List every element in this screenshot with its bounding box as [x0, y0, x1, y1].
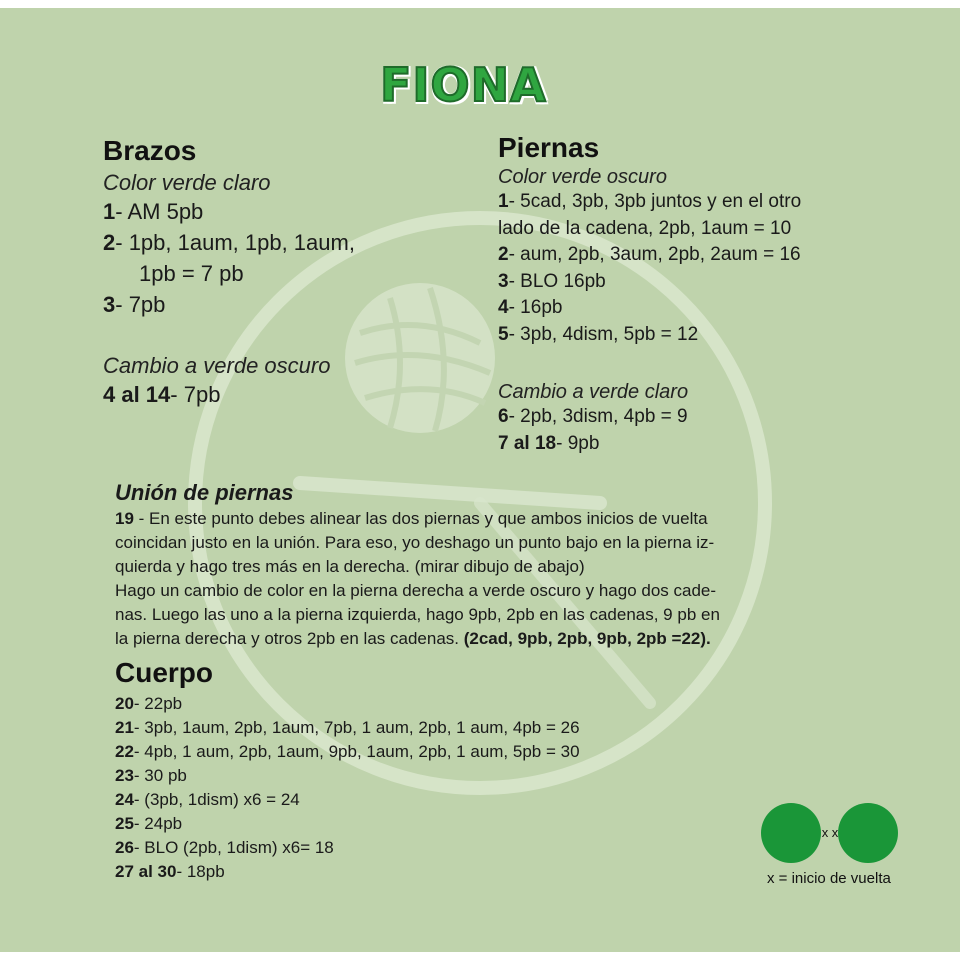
start-marks: x x — [821, 825, 839, 840]
legend-label: x = inicio de vuelta — [767, 870, 891, 887]
cuerpo-row: 23- 30 pb — [115, 766, 187, 785]
piernas-section — [498, 132, 801, 457]
union-heading: Unión de piernas — [115, 480, 294, 505]
brazos-row: 1pb = 7 pb — [139, 261, 244, 286]
right-leg-circle — [838, 803, 898, 863]
union-summary: (2cad, 9pb, 2pb, 9pb, 2pb =22). — [463, 629, 711, 648]
union-section — [115, 479, 720, 651]
piernas-row: 3- BLO 16pb — [498, 270, 606, 292]
cuerpo-row: 26- BLO (2pb, 1dism) x6= 18 — [115, 838, 334, 857]
cuerpo-row: 24- (3pb, 1dism) x6 = 24 — [115, 790, 300, 809]
recipe-card — [0, 8, 960, 952]
cuerpo-row: 27 al 30- 18pb — [115, 862, 225, 881]
piernas-row: 6- 2pb, 3dism, 4pb = 9 — [498, 406, 688, 427]
cuerpo-row: 20- 22pb — [115, 694, 183, 713]
piernas-heading: Piernas — [498, 132, 600, 163]
union-line: quierda y hago tres más en la derecha. (mirar dibujo de abajo) — [115, 557, 585, 576]
union-line: 19 - En este punto debes alinear las dos piernas y que ambos inicios de vuelta — [115, 509, 708, 528]
union-line: nas. Luego las uno a la pierna izquierda, hago 9pb, 2pb en las cadenas, 9 pb en — [115, 605, 720, 624]
cuerpo-heading: Cuerpo — [115, 657, 213, 688]
union-line: Hago un cambio de color en la pierna derecha a verde oscuro y hago dos cade- — [115, 581, 717, 600]
left-leg-circle — [761, 803, 821, 863]
cuerpo-section — [115, 657, 580, 884]
brazos-color: Color verde claro — [103, 170, 271, 195]
piernas-row: 5- 3pb, 4dism, 5pb = 12 — [498, 323, 699, 345]
piernas-row: 1- 5cad, 3pb, 3pb juntos y en el otro — [498, 191, 802, 212]
brazos-row: 2- 1pb, 1aum, 1pb, 1aum, — [103, 230, 355, 255]
cuerpo-row: 25- 24pb — [115, 814, 183, 833]
piernas-row: 4- 16pb — [498, 297, 563, 318]
piernas-color-change: Cambio a verde claro — [498, 381, 689, 403]
piernas-row: lado de la cadena, 2pb, 1aum = 10 — [498, 217, 792, 239]
union-line: la pierna derecha y otros 2pb en las cadenas. (2cad, 9pb, 2pb, 9pb, 2pb =22). — [115, 629, 711, 648]
union-line: coincidan justo en la unión. Para eso, yo deshago un punto bajo en la pierna iz- — [115, 533, 715, 552]
brazos-row: 4 al 14- 7pb — [103, 382, 221, 407]
brazos-row: 3- 7pb — [103, 292, 166, 317]
brazos-row: 1- AM 5pb — [103, 199, 204, 224]
piernas-color: Color verde oscuro — [498, 166, 667, 188]
cuerpo-row: 22- 4pb, 1 aum, 2pb, 1aum, 9pb, 1aum, 2pb, 1 aum, 5pb = 30 — [115, 742, 580, 761]
piernas-row: 7 al 18- 9pb — [498, 432, 600, 454]
legend-diagram — [758, 798, 908, 868]
cuerpo-row: 21- 3pb, 1aum, 2pb, 1aum, 7pb, 1 aum, 2pb, 1 aum, 4pb = 26 — [115, 718, 580, 737]
brazos-heading: Brazos — [103, 135, 197, 166]
page-title: FIONA — [380, 58, 547, 112]
brazos-section — [103, 135, 355, 410]
brazos-color-change: Cambio a verde oscuro — [103, 353, 331, 378]
piernas-row: 2- aum, 2pb, 3aum, 2pb, 2aum = 16 — [498, 244, 801, 265]
